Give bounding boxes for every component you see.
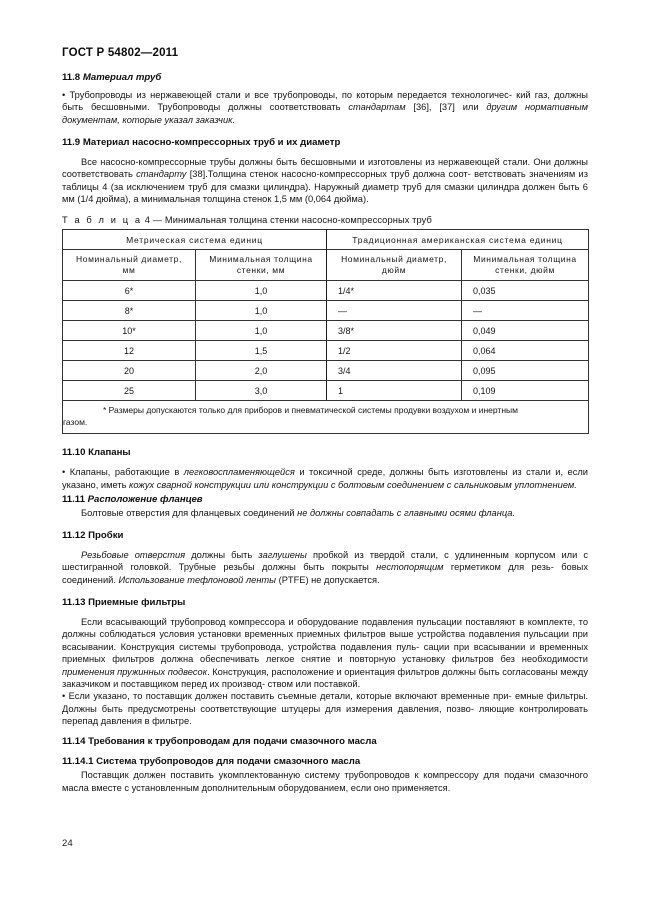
page-number: 24 [62,838,73,849]
table-4-cell-1-2: — [327,301,462,321]
paragraph-11-9-line4: для смазки цилиндра должен быть 6 мм (1/4 дюйма), а минимальная толщина стенок 1,5 мм (0,064 дюйма). [62,181,588,204]
heading-11-13-number: 11.13 [62,597,86,609]
table-4-col-header-2-line1: Номинальный диаметр, [341,254,447,265]
table-4-cell-4-3: 0,095 [462,361,589,381]
paragraph-11-12-line2-italic: нестопорящим [376,562,444,573]
table-4-cell-2-3: 0,049 [462,321,589,341]
table-4-caption-label: Т а б л и ц а [62,215,143,226]
paragraph-11-14-1 [62,769,588,794]
paragraph-11-12-line1b: должны быть [185,550,259,561]
paragraph-11-12-line3a: бовых соединений. [62,562,588,585]
table-4-cell-1-0: 8* [63,301,196,321]
paragraph-11-13-line2: комплекте, то должны соблюдаться условия установки временных приемных фильтров выше устройства [62,617,588,640]
paragraph-11-13-line8: • Если указано, то поставщик должен поставить съемные детали, которые включают временные при- [62,691,512,702]
paragraph-11-12-line2a: или с шестигранной головкой. Трубные резьбы должны быть покрыты [62,550,589,573]
table-4-cell-0-2: 1/4* [327,281,462,301]
table-4-cell-0-3: 0,035 [462,281,589,301]
heading-11-9-title: Материал насосно-компрессорных труб и их диаметр [82,136,341,148]
table-4-col-header-2 [327,250,462,281]
table-4-cell-3-3: 0,064 [462,341,589,361]
table-4-group-header-row [63,230,589,250]
paragraph-11-8-line2a: кий газ, должны быть бесшовными. Трубопроводы должны соответствовать [62,89,588,113]
paragraph-11-12-line3b: (PTFE) не допускается. [276,574,380,585]
heading-11-11-number: 11.11 [62,493,85,505]
heading-11-13-title: Приемные фильтры [88,597,186,609]
heading-11-12 [62,529,588,543]
heading-11-12-number: 11.12 [62,530,86,542]
paragraph-11-13-line5-italic: применения пружинных подвесок [62,666,208,677]
paragraph-11-13-line7: ством или поставкой. [267,678,361,689]
paragraph-11-12-line1-italic-a: Резьбовые отверстия [81,550,186,561]
table-4 [62,229,589,434]
table-row [63,341,589,361]
paragraph-11-8-line1: • Трубопроводы из нержавеющей стали и все трубопроводы, по которым передается технологичес- [62,89,512,100]
heading-11-8 [62,71,588,85]
heading-11-14-number: 11.14 [62,736,86,748]
table-row [63,381,589,401]
paragraph-11-10-line1b: и токсичной среде, должны быть изготовлены из [294,467,522,478]
table-4-cell-3-2: 1/2 [327,341,462,361]
table-4-col-header-0 [63,250,196,281]
heading-11-10-number: 11.10 [62,447,86,459]
heading-11-14-1-number: 11.14.1 [62,756,94,768]
table-4-col-header-3 [462,250,589,281]
table-4-cell-4-1: 2,0 [196,361,327,381]
paragraph-11-9-line2b: [38].Толщина стенок насосно-компрессорных труб должна соот- [186,169,471,180]
paragraph-11-8-line2b: [36], [37] или [405,102,479,113]
paragraph-11-8 [62,89,588,126]
table-4-col-header-0-line1: Номинальный диаметр, [76,254,182,265]
paragraph-11-13-line9: емные фильтры. Должны быть предусмотрены соответствующие штуцеры для измерения давления, позво- [62,691,588,714]
paragraph-11-13-line4: сации при всасывании и временных приемных фильтров должна обеспечивать легкое снятие и повторную [62,641,588,665]
table-4-cell-2-2: 3/8* [327,321,462,341]
page-content [62,0,588,794]
table-4-column-header-row [63,250,589,281]
paragraph-11-9-line3: ветствовать значениям из таблицы 4 (за исключением труб для смазки цилиндра). Наружный диаметр труб [62,169,588,192]
heading-11-8-number: 11.8 [62,72,81,83]
table-4-cell-5-1: 3,0 [196,381,327,401]
table-4-cell-5-2: 1 [327,381,462,401]
paragraph-11-11 [62,507,588,519]
paragraph-11-11-line1a: Болтовые отверстия для фланцевых соединений [81,507,298,518]
heading-11-9 [62,136,588,150]
paragraph-11-10-line2a: стали и, если указано, иметь [62,467,588,490]
table-4-col-header-3-line2: стенки, дюйм [495,265,555,276]
paragraph-11-13-line3: подавления пульсации при всасывании. Конструкция системы трубопровода, устройства подавления пуль- [62,629,588,652]
table-4-col-header-0-line2: мм [122,265,136,276]
table-4-cell-5-3: 0,109 [462,381,589,401]
table-4-col-header-3-line1: Минимальная толщина [473,254,577,265]
paragraph-11-8-line2-italic: стандартам [348,102,406,113]
table-row [63,361,589,381]
table-4-cell-1-1: 1,0 [196,301,327,321]
table-4-col-header-2-line2: дюйм [381,265,407,276]
table-4-col-header-1-line1: Минимальная толщина [209,254,313,265]
heading-11-14-1 [62,755,588,769]
heading-11-14 [62,735,588,749]
paragraph-11-10-line1a: • Клапаны, работающие в [62,467,184,478]
heading-11-14-title: Требования к трубопроводам для подачи смазочного масла [88,736,377,748]
table-4-caption-title: Минимальная толщина стенки насосно-компрессорных труб [164,215,432,226]
paragraph-11-12-line1c: пробкой из твердой стали, с удлиненным корпусом [306,550,556,561]
table-4-col-header-1-line2: стенки, мм [236,265,286,276]
paragraph-11-14-1-line1: Поставщик должен поставить укомплектованную систему трубопроводов к компрессору для подачи [81,770,535,781]
paragraph-11-11-line1-italic: не должны совпадать с главными осями фланца. [297,507,515,518]
paragraph-11-12-line1-italic-b: заглушены [258,550,307,561]
paragraph-11-9 [62,156,588,205]
paragraph-11-9-line1: Все насосно-компрессорные трубы должны быть бесшовными и изготовлены из нержавеющей стали. [81,156,531,167]
heading-11-11-title: Расположение фланцев [87,493,203,505]
heading-11-9-number: 11.9 [62,136,81,148]
table-4-group-header-metric: Метрическая система единиц [63,230,327,250]
paragraph-11-13-line10: ляющие контролировать перепад давления в фильтре. [62,703,589,726]
table-4-cell-2-1: 1,0 [196,321,327,341]
paragraph-11-12-line3-italic: Использование тефлоновой ленты [118,574,277,585]
paragraph-11-12-line2b: герметиком для резь- [443,562,554,573]
table-4-col-header-1 [196,250,327,281]
heading-11-11 [62,493,588,507]
paragraph-11-13-line5b: . Конструкция, расположение и [207,666,342,677]
heading-11-10-title: Клапаны [88,447,131,459]
paragraph-11-13-line1: Если всасывающий трубопровод компрессора и оборудование подавления пульсации поставляют в [81,617,525,628]
paragraph-11-13-second [62,690,588,727]
table-4-cell-3-0: 12 [63,341,196,361]
paragraph-11-13-first [62,616,588,690]
paragraph-11-10-line2-italic: кожух сварной конструкции или конструкции с болтовым соединением с [129,479,452,490]
table-row [63,281,589,301]
paragraph-11-8-line3-italic: другим нормативным документам, которые указал заказчик. [62,102,588,125]
heading-11-12-title: Пробки [88,530,124,542]
paragraph-11-9-line2a: Они должны соответствовать [62,156,588,180]
heading-11-14-1-title: Система трубопроводов для подачи смазочного масла [96,756,361,768]
table-4-footnote-row [63,401,589,434]
table-4-footnote [63,401,589,434]
table-4-cell-4-0: 20 [63,361,196,381]
table-4-cell-0-0: 6* [63,281,196,301]
paragraph-11-9-line2-italic: стандарту [136,169,187,180]
table-row [63,321,589,341]
table-4-cell-0-1: 1,0 [196,281,327,301]
heading-11-10 [62,446,588,460]
paragraph-11-14-1-line2: смазочного масла вместе с установленным дополнительным оборудованием, если оно применяется. [62,770,588,793]
heading-11-13 [62,596,588,610]
paragraph-11-13-line6: ориентация фильтров должны быть согласованы между заказчиком и поставщиком перед их производ- [62,666,588,689]
table-4-group-header-us: Традиционная американская система единиц [327,230,589,250]
table-4-caption [62,215,588,225]
table-4-cell-3-1: 1,5 [196,341,327,361]
paragraph-11-10-line1-italic: легковоспламеняющейся [183,467,295,478]
table-4-caption-dash: — [152,215,163,226]
table-row [63,301,589,321]
document-header: ГОСТ Р 54802—2011 [62,47,179,59]
heading-11-8-title: Материал труб [82,72,162,83]
table-4-footnote-line1: * Размеры допускаются только для приборов и пневматической системы продувки воздухом и инертным [103,405,518,416]
table-4-cell-1-3: — [462,301,589,321]
table-4-cell-4-2: 3/4 [327,361,462,381]
paragraph-11-10 [62,466,588,491]
paragraph-11-13-line5a: установку фильтров без необходимости [402,654,588,665]
table-4-footnote-line2: газом. [63,417,88,428]
table-4-caption-number: 4 [144,215,151,226]
table-4-cell-5-0: 25 [63,381,196,401]
table-4-cell-2-0: 10* [63,321,196,341]
paragraph-11-12 [62,549,588,586]
paragraph-11-10-line3-italic: сальниковым уплотнением. [453,479,577,490]
